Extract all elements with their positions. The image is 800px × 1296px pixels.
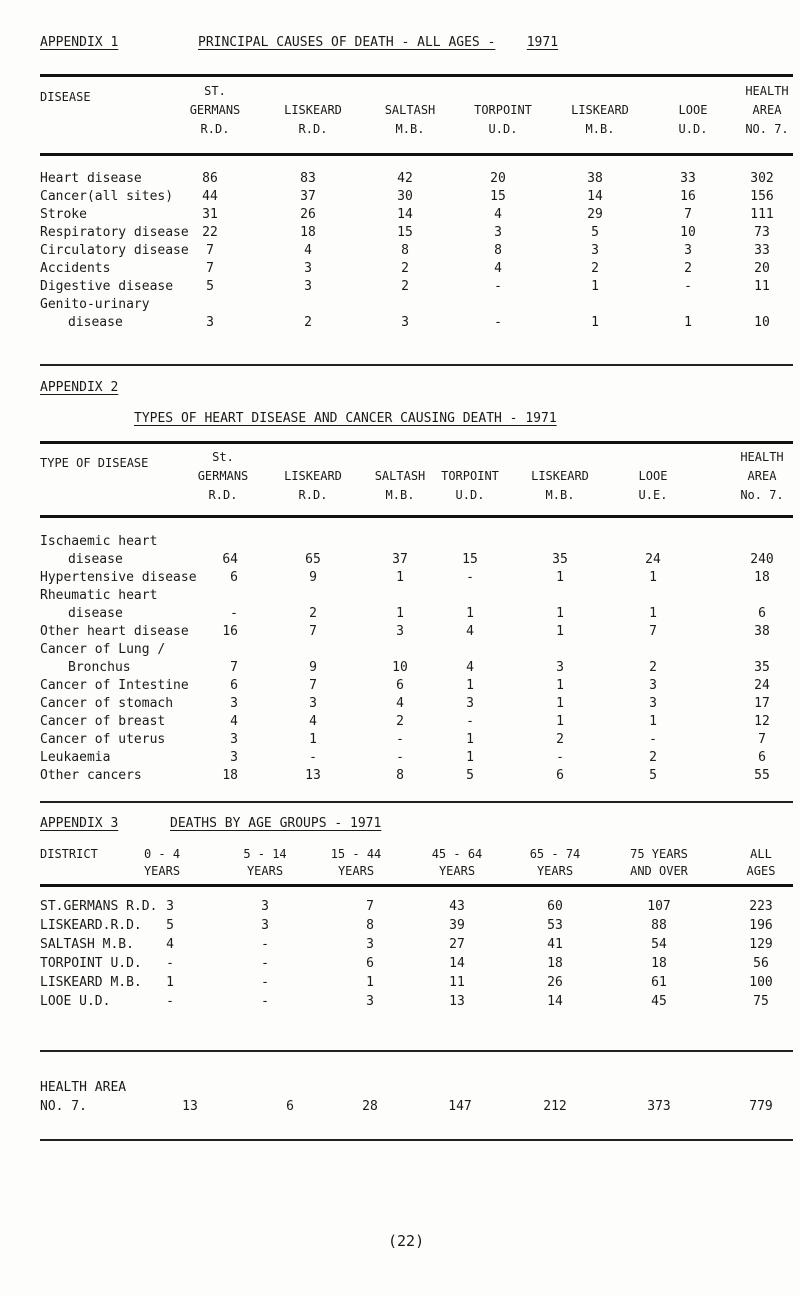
value-cell: 16 xyxy=(680,189,696,204)
value-cell: 6 xyxy=(230,678,238,693)
value-cell: - xyxy=(466,714,474,729)
value-cell: 3 xyxy=(649,678,657,693)
value-cell: 3 xyxy=(466,696,474,711)
table3-header-rule xyxy=(40,884,793,887)
value-cell: 2 xyxy=(401,279,409,294)
appendix-3-heading: APPENDIX 3 xyxy=(40,816,119,831)
col-header-line3: No. 7. xyxy=(740,488,784,502)
value-cell: 6 xyxy=(366,956,374,971)
table1-header-rule xyxy=(40,153,793,156)
value-cell: 3 xyxy=(261,899,269,914)
col-header-line2: YEARS xyxy=(246,864,284,878)
value-cell: 1 xyxy=(649,570,657,585)
value-cell: 9 xyxy=(309,570,317,585)
row-label: Cancer(all sites) xyxy=(40,189,174,204)
col-header-line2: TORPOINT xyxy=(441,469,499,483)
value-cell: 3 xyxy=(649,696,657,711)
value-cell: 15 xyxy=(397,225,413,240)
value-cell: 16 xyxy=(222,624,238,639)
value-cell: 1 xyxy=(556,696,564,711)
col-header-line3: M.B. xyxy=(585,122,615,136)
page-number: (22) xyxy=(388,1232,425,1250)
col-header-line2: YEARS xyxy=(143,864,181,878)
value-cell: - xyxy=(466,570,474,585)
col-header-line3: M.B. xyxy=(545,488,575,502)
appendix-2-title: TYPES OF HEART DISEASE AND CANCER CAUSING DEATH - 1971 xyxy=(134,411,557,426)
value-cell: 2 xyxy=(556,732,564,747)
col-header-line3: M.B. xyxy=(385,488,415,502)
district-label: TORPOINT U.D. xyxy=(40,956,142,971)
value-cell: - xyxy=(494,315,502,330)
district-label: LISKEARD.R.D. xyxy=(40,918,142,933)
col-header-line2: TORPOINT xyxy=(474,103,532,117)
value-cell: 56 xyxy=(753,956,769,971)
value-cell: 1 xyxy=(466,678,474,693)
value-cell: 35 xyxy=(552,552,568,567)
value-cell: 17 xyxy=(754,696,770,711)
value-cell: 1 xyxy=(591,279,599,294)
value-cell: 45 xyxy=(651,994,667,1009)
value-cell: 3 xyxy=(591,243,599,258)
value-cell: 42 xyxy=(397,171,413,186)
value-cell: 1 xyxy=(366,975,374,990)
value-cell: 302 xyxy=(750,171,774,186)
value-cell: 38 xyxy=(754,624,770,639)
value-cell: 7 xyxy=(230,660,238,675)
value-cell: 1 xyxy=(591,315,599,330)
value-cell: - xyxy=(556,750,564,765)
col-header-line2: AREA xyxy=(752,103,782,117)
col-header-line2: SALTASH xyxy=(384,103,436,117)
value-cell: 53 xyxy=(547,918,563,933)
value-cell: 83 xyxy=(300,171,316,186)
value-cell: 107 xyxy=(647,899,671,914)
value-cell: 15 xyxy=(490,189,506,204)
value-cell: 6 xyxy=(758,606,766,621)
row-label: Heart disease xyxy=(40,171,142,186)
col-header-line2: SALTASH xyxy=(374,469,426,483)
value-cell: 3 xyxy=(230,750,238,765)
value-cell: 31 xyxy=(202,207,218,222)
col-header-line3: U.D. xyxy=(488,122,518,136)
col-header-line1: 45 - 64 xyxy=(431,847,483,861)
district-label: LISKEARD M.B. xyxy=(40,975,142,990)
value-cell: 2 xyxy=(684,261,692,276)
value-cell: 1 xyxy=(309,732,317,747)
value-cell: 55 xyxy=(754,768,770,783)
district-label: SALTASH M.B. xyxy=(40,937,134,952)
value-cell: 1 xyxy=(556,714,564,729)
value-cell: 60 xyxy=(547,899,563,914)
col-header-line1: HEALTH xyxy=(745,84,789,98)
col-header-line1: ST. xyxy=(204,84,226,98)
value-cell: 3 xyxy=(166,899,174,914)
value-cell: 4 xyxy=(396,696,404,711)
value-cell: 3 xyxy=(366,937,374,952)
value-cell: 13 xyxy=(449,994,465,1009)
value-cell: 4 xyxy=(230,714,238,729)
col-header-line2: LISKEARD xyxy=(284,469,342,483)
value-cell: 10 xyxy=(754,315,770,330)
value-cell: 22 xyxy=(202,225,218,240)
value-cell: 41 xyxy=(547,937,563,952)
value-cell: 1 xyxy=(396,570,404,585)
col-header-line2: AGES xyxy=(746,864,776,878)
value-cell: 37 xyxy=(300,189,316,204)
total-cell: 779 xyxy=(749,1099,773,1114)
value-cell: 6 xyxy=(396,678,404,693)
table3-mid-rule xyxy=(40,1050,793,1052)
value-cell: 30 xyxy=(397,189,413,204)
value-cell: 6 xyxy=(230,570,238,585)
row-label: Digestive disease xyxy=(40,279,174,294)
col-header-line2: YEARS xyxy=(337,864,375,878)
value-cell: - xyxy=(261,994,269,1009)
row-label: Hypertensive disease xyxy=(40,570,197,585)
table1-top-rule xyxy=(40,74,793,77)
value-cell: 11 xyxy=(754,279,770,294)
row-label: Stroke xyxy=(40,207,87,222)
col-header-line2: LISKEARD xyxy=(531,469,589,483)
appendix-1-title xyxy=(198,35,558,50)
value-cell: 9 xyxy=(309,660,317,675)
row-label: Leukaemia xyxy=(40,750,111,765)
value-cell: 3 xyxy=(684,243,692,258)
value-cell: - xyxy=(494,279,502,294)
value-cell: 1 xyxy=(556,570,564,585)
value-cell: 129 xyxy=(749,937,773,952)
value-cell: 4 xyxy=(166,937,174,952)
value-cell: 4 xyxy=(494,207,502,222)
value-cell: 1 xyxy=(166,975,174,990)
value-cell: 2 xyxy=(309,606,317,621)
col-header-line3: R.D. xyxy=(200,122,230,136)
value-cell: 2 xyxy=(396,714,404,729)
value-cell: 20 xyxy=(754,261,770,276)
col-header-line2: GERMANS xyxy=(189,103,241,117)
value-cell: 3 xyxy=(230,732,238,747)
value-cell: 13 xyxy=(305,768,321,783)
value-cell: - xyxy=(230,606,238,621)
col-header-type: TYPE OF DISEASE xyxy=(40,456,149,470)
value-cell: 8 xyxy=(396,768,404,783)
col-header-line2: LISKEARD xyxy=(284,103,342,117)
value-cell: 2 xyxy=(401,261,409,276)
value-cell: 54 xyxy=(651,937,667,952)
value-cell: 24 xyxy=(754,678,770,693)
value-cell: 8 xyxy=(494,243,502,258)
col-header-line2: LOOE xyxy=(638,469,668,483)
value-cell: 111 xyxy=(750,207,774,222)
row-label-cont: disease xyxy=(68,315,123,330)
value-cell: - xyxy=(396,750,404,765)
table2-top-rule xyxy=(40,441,793,444)
value-cell: 14 xyxy=(397,207,413,222)
row-label: Cancer of Lung / xyxy=(40,642,166,657)
value-cell: 18 xyxy=(754,570,770,585)
value-cell: - xyxy=(261,975,269,990)
value-cell: 4 xyxy=(466,660,474,675)
value-cell: 4 xyxy=(494,261,502,276)
appendix-1-label: APPENDIX 1 xyxy=(40,35,119,50)
value-cell: 196 xyxy=(749,918,773,933)
value-cell: 1 xyxy=(466,750,474,765)
value-cell: 4 xyxy=(309,714,317,729)
value-cell: 240 xyxy=(750,552,774,567)
value-cell: 14 xyxy=(587,189,603,204)
col-header-line3: U.D. xyxy=(455,488,485,502)
col-header-line1: 65 - 74 xyxy=(529,847,581,861)
value-cell: - xyxy=(166,956,174,971)
value-cell: 38 xyxy=(587,171,603,186)
value-cell: 15 xyxy=(462,552,478,567)
col-header-line2: LOOE xyxy=(678,103,708,117)
col-header-line1: ALL xyxy=(750,847,772,861)
appendix-1-title-text: PRINCIPAL CAUSES OF DEATH - ALL AGES - xyxy=(198,35,496,50)
table2-bottom-rule xyxy=(40,801,793,803)
value-cell: 3 xyxy=(206,315,214,330)
value-cell: 1 xyxy=(396,606,404,621)
col-header-line2: AND OVER xyxy=(630,864,688,878)
value-cell: 73 xyxy=(754,225,770,240)
row-label: Accidents xyxy=(40,261,111,276)
value-cell: 5 xyxy=(206,279,214,294)
value-cell: 1 xyxy=(649,606,657,621)
value-cell: 26 xyxy=(547,975,563,990)
value-cell: 7 xyxy=(309,678,317,693)
total-label-line2: NO. 7. xyxy=(40,1099,87,1114)
row-label: Other heart disease xyxy=(40,624,189,639)
value-cell: 7 xyxy=(366,899,374,914)
value-cell: 3 xyxy=(494,225,502,240)
value-cell: 6 xyxy=(758,750,766,765)
value-cell: 1 xyxy=(556,606,564,621)
value-cell: - xyxy=(649,732,657,747)
total-cell: 212 xyxy=(543,1099,567,1114)
col-header-line2: YEARS xyxy=(438,864,476,878)
col-header-line1: St. xyxy=(212,450,234,464)
col-header-line3: R.D. xyxy=(298,488,328,502)
row-label: Circulatory disease xyxy=(40,243,189,258)
col-header-line3: U.E. xyxy=(638,488,668,502)
value-cell: - xyxy=(684,279,692,294)
row-label: Respiratory disease xyxy=(40,225,189,240)
table2-header-rule xyxy=(40,515,793,518)
district-label: ST.GERMANS R.D. xyxy=(40,899,158,914)
appendix-1-year: 1971 xyxy=(526,35,559,50)
value-cell: 18 xyxy=(300,225,316,240)
value-cell: 3 xyxy=(396,624,404,639)
row-label-cont: Bronchus xyxy=(68,660,131,675)
value-cell: 156 xyxy=(750,189,774,204)
value-cell: 1 xyxy=(556,678,564,693)
value-cell: 5 xyxy=(166,918,174,933)
value-cell: 29 xyxy=(587,207,603,222)
col-header-line1: 0 - 4 xyxy=(143,847,181,861)
total-cell: 6 xyxy=(286,1099,294,1114)
row-label: Rheumatic heart xyxy=(40,588,158,603)
row-label: Genito-urinary xyxy=(40,297,150,312)
value-cell: 14 xyxy=(449,956,465,971)
value-cell: 5 xyxy=(591,225,599,240)
row-label-cont: disease xyxy=(68,606,123,621)
row-label: Cancer of breast xyxy=(40,714,166,729)
value-cell: 11 xyxy=(449,975,465,990)
value-cell: 3 xyxy=(556,660,564,675)
table1-bottom-rule xyxy=(40,364,793,366)
col-header-line2: GERMANS xyxy=(197,469,249,483)
value-cell: - xyxy=(261,956,269,971)
col-header-line3: M.B. xyxy=(395,122,425,136)
value-cell: - xyxy=(166,994,174,1009)
value-cell: 2 xyxy=(591,261,599,276)
value-cell: 8 xyxy=(401,243,409,258)
value-cell: 4 xyxy=(304,243,312,258)
value-cell: 1 xyxy=(556,624,564,639)
value-cell: 44 xyxy=(202,189,218,204)
value-cell: 2 xyxy=(649,750,657,765)
value-cell: 18 xyxy=(547,956,563,971)
col-header-line3: R.D. xyxy=(208,488,238,502)
value-cell: 7 xyxy=(649,624,657,639)
value-cell: 43 xyxy=(449,899,465,914)
total-label-line1: HEALTH AREA xyxy=(40,1080,127,1095)
value-cell: 12 xyxy=(754,714,770,729)
value-cell: 7 xyxy=(206,243,214,258)
value-cell: 2 xyxy=(649,660,657,675)
value-cell: 24 xyxy=(645,552,661,567)
value-cell: 1 xyxy=(684,315,692,330)
total-cell: 147 xyxy=(448,1099,472,1114)
col-header-line3: NO. 7. xyxy=(745,122,789,136)
value-cell: 61 xyxy=(651,975,667,990)
value-cell: 7 xyxy=(684,207,692,222)
value-cell: 2 xyxy=(304,315,312,330)
district-label: LOOE U.D. xyxy=(40,994,111,1009)
appendix-3-title: DEATHS BY AGE GROUPS - 1971 xyxy=(170,816,382,831)
col-header-disease: DISEASE xyxy=(40,90,91,104)
value-cell: 35 xyxy=(754,660,770,675)
col-header-line2: LISKEARD xyxy=(571,103,629,117)
value-cell: 5 xyxy=(649,768,657,783)
row-label-cont: disease xyxy=(68,552,123,567)
total-cell: 13 xyxy=(182,1099,198,1114)
row-label: Cancer of uterus xyxy=(40,732,166,747)
value-cell: 86 xyxy=(202,171,218,186)
value-cell: 3 xyxy=(261,918,269,933)
value-cell: 1 xyxy=(466,606,474,621)
value-cell: - xyxy=(396,732,404,747)
value-cell: 18 xyxy=(222,768,238,783)
value-cell: 1 xyxy=(649,714,657,729)
value-cell: 3 xyxy=(230,696,238,711)
value-cell: 33 xyxy=(680,171,696,186)
total-cell: 28 xyxy=(362,1099,378,1114)
row-label: Other cancers xyxy=(40,768,142,783)
value-cell: 3 xyxy=(366,994,374,1009)
value-cell: 3 xyxy=(304,261,312,276)
col-header-line1: HEALTH xyxy=(740,450,784,464)
value-cell: 18 xyxy=(651,956,667,971)
value-cell: 100 xyxy=(749,975,773,990)
table3-bottom-rule xyxy=(40,1139,793,1141)
value-cell: 64 xyxy=(222,552,238,567)
appendix-2-heading: APPENDIX 2 xyxy=(40,380,119,395)
value-cell: 33 xyxy=(754,243,770,258)
col-header-line3: U.D. xyxy=(678,122,708,136)
value-cell: 3 xyxy=(304,279,312,294)
value-cell: 223 xyxy=(749,899,773,914)
value-cell: 8 xyxy=(366,918,374,933)
col-header-line1: 5 - 14 xyxy=(243,847,287,861)
value-cell: - xyxy=(261,937,269,952)
col-header-line2: AREA xyxy=(747,469,777,483)
value-cell: 5 xyxy=(466,768,474,783)
value-cell: 14 xyxy=(547,994,563,1009)
row-label: Cancer of stomach xyxy=(40,696,174,711)
value-cell: 6 xyxy=(556,768,564,783)
value-cell: 3 xyxy=(401,315,409,330)
value-cell: 39 xyxy=(449,918,465,933)
value-cell: 4 xyxy=(466,624,474,639)
value-cell: 27 xyxy=(449,937,465,952)
value-cell: 20 xyxy=(490,171,506,186)
value-cell: 37 xyxy=(392,552,408,567)
col-header-line1: 15 - 44 xyxy=(330,847,382,861)
value-cell: 75 xyxy=(753,994,769,1009)
value-cell: 10 xyxy=(392,660,408,675)
total-cell: 373 xyxy=(647,1099,671,1114)
value-cell: 3 xyxy=(309,696,317,711)
value-cell: 7 xyxy=(206,261,214,276)
row-label: Ischaemic heart xyxy=(40,534,158,549)
value-cell: 26 xyxy=(300,207,316,222)
value-cell: 88 xyxy=(651,918,667,933)
value-cell: 1 xyxy=(466,732,474,747)
value-cell: 65 xyxy=(305,552,321,567)
value-cell: 7 xyxy=(758,732,766,747)
col-header-line3: R.D. xyxy=(298,122,328,136)
row-label: Cancer of Intestine xyxy=(40,678,189,693)
col-header-district: DISTRICT xyxy=(40,847,98,861)
value-cell: - xyxy=(309,750,317,765)
col-header-line1: 75 YEARS xyxy=(630,847,688,861)
value-cell: 10 xyxy=(680,225,696,240)
col-header-line2: YEARS xyxy=(536,864,574,878)
value-cell: 7 xyxy=(309,624,317,639)
